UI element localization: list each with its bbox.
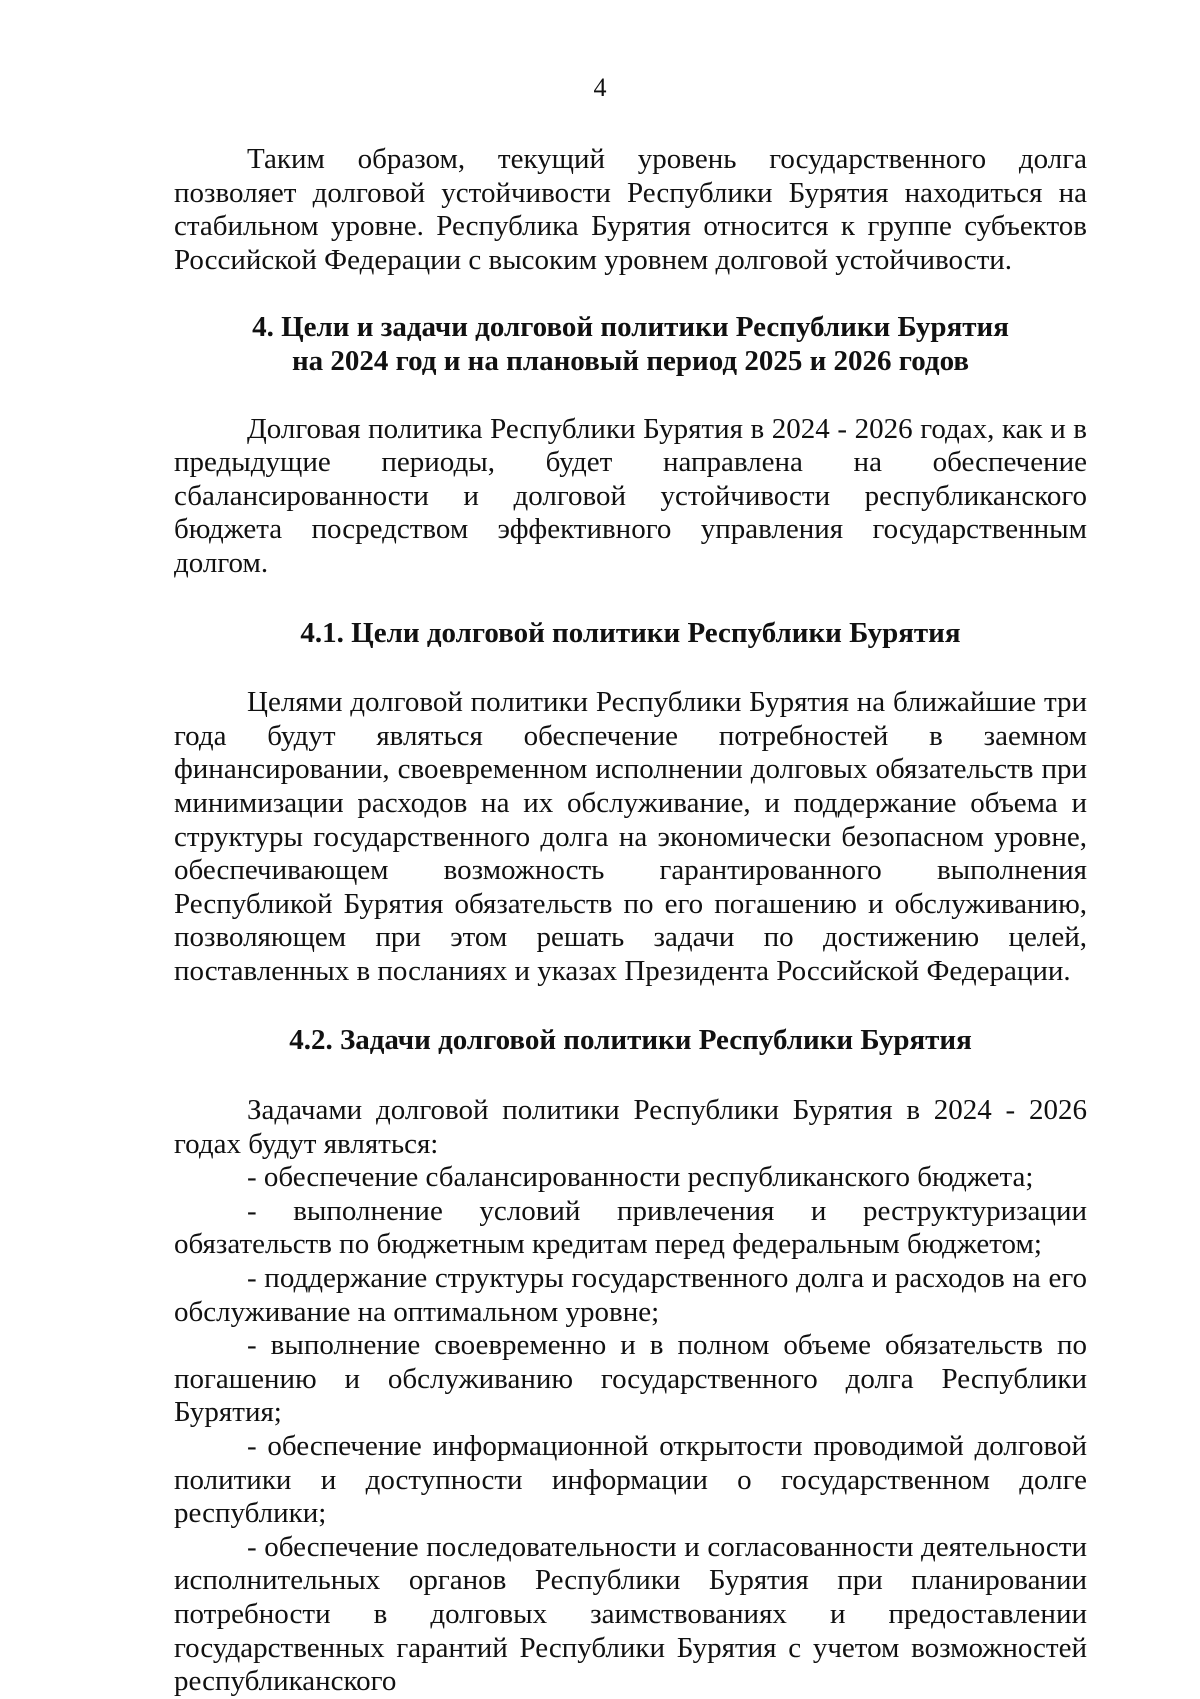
section-4-1-heading: 4.1. Цели долговой политики Республики Бурятия xyxy=(300,616,961,649)
spacer xyxy=(174,988,1087,1024)
list-item: - обеспечение последовательности и согласованности деятельности исполнительных органов Республики Бурятия при планировании потребности в долговых заимствованиях и предоставлении государственных гарантий Республики Бурятия с учетом возможностей республиканского xyxy=(174,1530,1087,1698)
list-item: - выполнение своевременно и в полном объеме обязательств по погашению и обслуживанию государственного долга Республики Бурятия; xyxy=(174,1329,1087,1429)
section-4-heading xyxy=(174,311,1087,378)
section-4-heading-line2: на 2024 год и на плановый период 2025 и 2026 годов xyxy=(291,344,970,377)
section-4-heading-line1: 4. Цели и задачи долговой политики Республики Бурятия xyxy=(252,311,1009,344)
spacer xyxy=(174,650,1087,686)
list-item: - выполнение условий привлечения и реструктуризации обязательств по бюджетным кредитам перед федеральным бюджетом; xyxy=(174,1194,1087,1261)
list-item: - обеспечение информационной открытости проводимой долговой политики и доступности информации о государственном долге республики; xyxy=(174,1430,1087,1530)
spacer xyxy=(174,581,1087,617)
page-number: 4 xyxy=(593,73,607,102)
spacer xyxy=(174,277,1087,311)
document-body xyxy=(174,143,1087,1699)
list-item: - обеспечение сбалансированности республиканского бюджета; xyxy=(247,1161,1034,1194)
section-4-paragraph: Долговая политика Республики Бурятия в 2024 - 2026 годах, как и в предыдущие периоды, будет направлена на обеспечение сбалансированности и долговой устойчивости республиканского бюджета посредством эффективного управления государственным долгом. xyxy=(174,412,1087,579)
spacer xyxy=(174,1058,1087,1094)
list-item: - поддержание структуры государственного долга и расходов на его обслуживание на оптимальном уровне; xyxy=(174,1262,1087,1328)
section-4-2-intro: Задачами долговой политики Республики Бурятия в 2024 - 2026 годах будут являться: xyxy=(174,1094,1087,1160)
intro-paragraph: Таким образом, текущий уровень государственного долга позволяет долговой устойчивости Республики Бурятия находиться на стабильном уровне. Республика Бурятия относится к группе субъектов Российской Федерации с высоким уровнем долговой устойчивости. xyxy=(174,143,1087,276)
section-4-1-paragraph: Целями долговой политики Республики Бурятия на ближайшие три года будут являться обеспечение потребностей в заемном финансировании, своевременном исполнении долговых обязательств при минимизации расходов на их обслуживание, и поддержание объема и структуры государственного долга на экономически безопасном уровне, обеспечивающем возможность гарантированного выполнения Республикой Бурятия обязательств по его погашению и обслуживанию, позволяющем при этом решать задачи по достижению целей, поставленных в посланиях и указах Президента Российской Федерации. xyxy=(174,686,1087,987)
section-4-2-heading: 4.2. Задачи долговой политики Республики Бурятия xyxy=(289,1024,972,1057)
spacer xyxy=(174,379,1087,413)
